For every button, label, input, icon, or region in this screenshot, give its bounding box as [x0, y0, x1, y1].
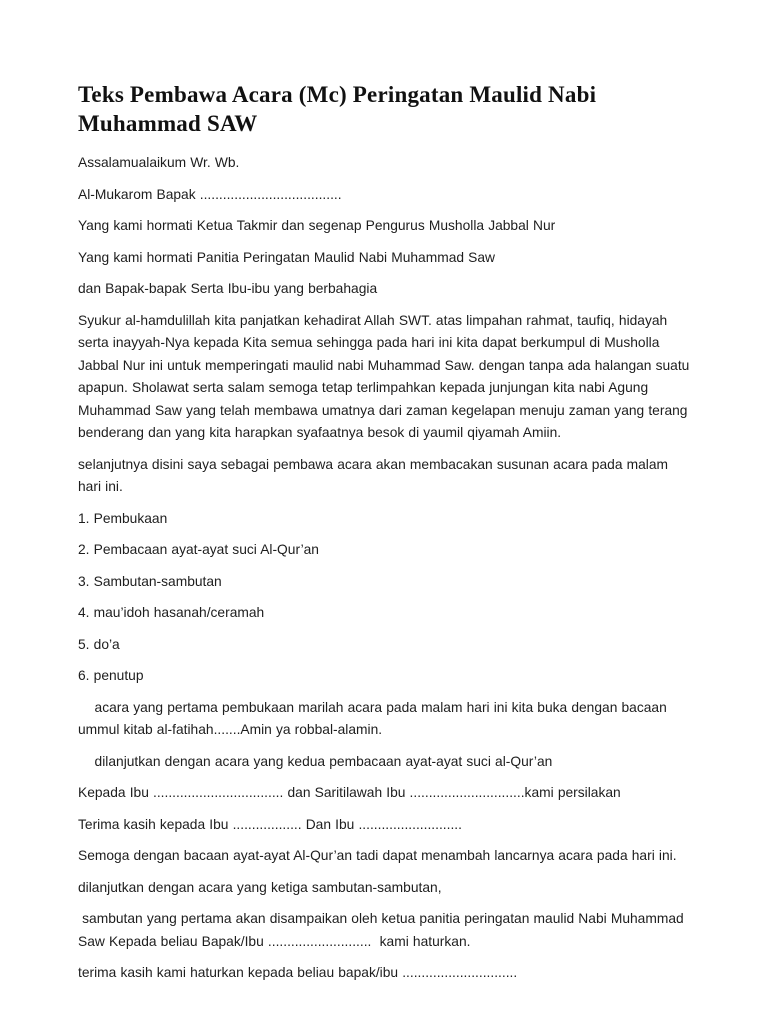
agenda-item-5: 5. do’a: [78, 636, 120, 652]
thanks-qari-line: Terima kasih kepada Ibu .................. Dan Ibu ...........................: [78, 816, 462, 832]
document-content: [78, 80, 694, 994]
thanks-speaker-line: terima kasih kami haturkan kepada beliau bapak/ibu ..............................: [78, 965, 518, 980]
agenda-item-1: 1. Pembukaan: [78, 510, 168, 526]
qari-invitation-line: Kepada Ibu .................................. dan Saritilawah Ibu ..............................kami persilakan: [78, 785, 621, 800]
agenda-item-4: 4. mau’idoh hasanah/ceramah: [78, 605, 265, 620]
document-body: [78, 152, 694, 985]
agenda-intro-paragraph: selanjutnya disini saya sebagai pembawa acara akan membacakan susunan acara pada malam hari ini.: [78, 456, 673, 494]
honorific-takmir-line: Yang kami hormati Ketua Takmir dan segenap Pengurus Musholla Jabbal Nur: [78, 218, 556, 233]
acara-kedua-line: dilanjutkan dengan acara yang kedua pembacaan ayat-ayat suci al-Qur’an: [78, 753, 553, 769]
al-mukarom-line: Al-Mukarom Bapak .....................................: [78, 186, 342, 202]
honorific-panitia-line: Yang kami hormati Panitia Peringatan Maulid Nabi Muhammad Saw: [78, 249, 496, 265]
acara-pertama-paragraph: acara yang pertama pembukaan marilah acara pada malam hari ini kita buka dengan bacaan ummul kitab al-fatihah.......Amin ya robbal-alamin.: [78, 699, 671, 737]
sambutan-pertama-paragraph: sambutan yang pertama akan disampaikan oleh ketua panitia peringatan maulid Nabi Muhammad Saw Kepada beliau Bapak/Ibu ........................... kami haturkan.: [78, 911, 688, 949]
document-title: Teks Pembawa Acara (Mc) Peringatan Maulid Nabi Muhammad SAW: [78, 82, 597, 136]
salam-opening-line: Assalamualaikum Wr. Wb.: [78, 155, 240, 170]
honorific-audience-line: dan Bapak-bapak Serta Ibu-ibu yang berbahagia: [78, 281, 378, 296]
semoga-paragraph: Semoga dengan bacaan ayat-ayat Al-Qur’an tadi dapat menambah lancarnya acara pada hari ini.: [78, 848, 677, 863]
agenda-item-6: 6. penutup: [78, 668, 144, 683]
agenda-item-2: 2. Pembacaan ayat-ayat suci Al-Qur’an: [78, 542, 319, 557]
agenda-item-3: 3. Sambutan-sambutan: [78, 573, 222, 589]
syukur-paragraph: Syukur al-hamdulillah kita panjatkan kehadirat Allah SWT. atas limpahan rahmat, taufiq, hidayah serta inayyah-Nya kepada Kita semua sehingga pada hari ini kita dapat berkumpul di Musholla Jabbal Nur ini untuk memperingati maulid nabi Muhammad Saw. dengan tanpa ada halangan suatu apapun. Sholawat serta salam semoga tetap terlimpahkan kepada junjungan kita nabi Agung Muhammad Saw yang telah membawa umatnya dari zaman kegelapan menuju zaman yang terang benderang dan yang kita harapkan syafaatnya besok di yaumil qiyamah Amiin.: [78, 312, 694, 440]
acara-ketiga-line: dilanjutkan dengan acara yang ketiga sambutan-sambutan,: [78, 879, 442, 895]
